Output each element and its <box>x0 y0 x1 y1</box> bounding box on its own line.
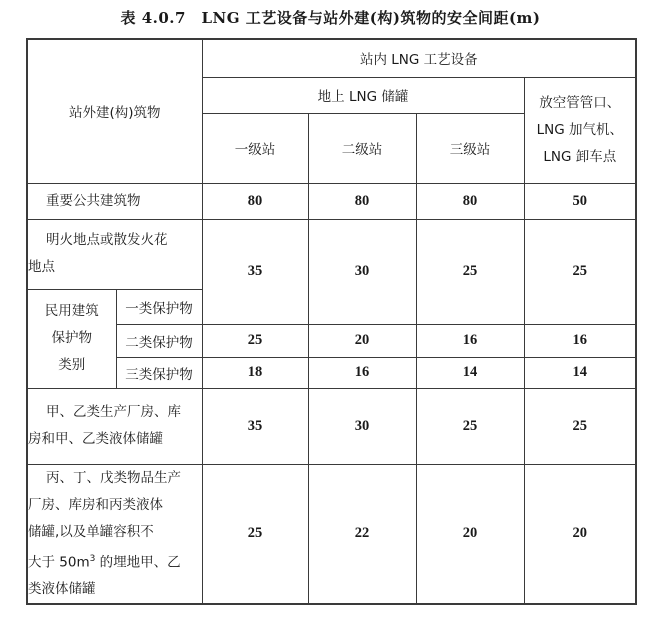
row-label-line: 厂房、库房和丙类液体 <box>28 496 163 513</box>
class-label: 一类保护物 <box>116 289 202 324</box>
value-cell: 80 <box>308 183 416 219</box>
value-cell: 80 <box>416 183 524 219</box>
value-cell: 25 <box>202 324 308 357</box>
row-label-text: 的埋地甲、乙 <box>95 554 181 570</box>
table-row <box>27 357 636 388</box>
civil-category-cell <box>27 289 116 388</box>
row-label-line <box>28 546 194 577</box>
value-cell: 16 <box>524 324 636 357</box>
header-row-1 <box>27 39 636 77</box>
class-label: 三类保护物 <box>116 357 202 388</box>
vent-header-line: LNG 加气机、 <box>536 121 623 138</box>
value-cell: 30 <box>308 388 416 464</box>
value-cell: 16 <box>308 357 416 388</box>
civil-category-line: 类别 <box>58 357 86 373</box>
value-cell: 25 <box>524 219 636 324</box>
value-cell: 80 <box>202 183 308 219</box>
value-cell: 22 <box>308 464 416 604</box>
row-label-text: 大于 50m <box>28 554 90 570</box>
value-cell: 25 <box>202 464 308 604</box>
row-label-line: 明火地点或散发火花 <box>46 232 168 248</box>
group-header-cell: 站内 LNG 工艺设备 <box>202 39 636 77</box>
civil-category-line: 保护物 <box>51 330 92 346</box>
vent-header-line: 放空管管口、 <box>539 94 621 111</box>
value-cell: 20 <box>524 464 636 604</box>
row-label-line: 储罐,以及单罐容积不 <box>28 523 154 540</box>
value-cell: 20 <box>308 324 416 357</box>
vent-header-cell <box>524 77 636 183</box>
table-row <box>27 183 636 219</box>
table-row <box>27 388 636 464</box>
value-cell: 35 <box>202 388 308 464</box>
class-label: 二类保护物 <box>116 324 202 357</box>
row-label-line: 房和甲、乙类液体储罐 <box>28 431 163 447</box>
table-row <box>27 324 636 357</box>
row-label: 重要公共建筑物 <box>27 183 202 219</box>
value-cell: 14 <box>524 357 636 388</box>
row-label <box>27 464 202 604</box>
row-header-cell: 站外建(构)筑物 <box>27 39 202 183</box>
value-cell: 25 <box>416 219 524 324</box>
value-cell: 25 <box>416 388 524 464</box>
value-cell: 18 <box>202 357 308 388</box>
value-cell: 35 <box>202 219 308 324</box>
value-cell: 30 <box>308 219 416 324</box>
row-label <box>27 388 202 464</box>
level2-header-cell: 二级站 <box>308 113 416 183</box>
row-label <box>27 219 202 289</box>
value-cell: 14 <box>416 357 524 388</box>
table-row <box>27 464 636 604</box>
level3-header-cell: 三级站 <box>416 113 524 183</box>
value-cell: 16 <box>416 324 524 357</box>
value-cell: 20 <box>416 464 524 604</box>
value-cell: 25 <box>524 388 636 464</box>
row-label-line: 类液体储罐 <box>28 581 96 597</box>
safety-distance-table <box>26 38 637 605</box>
row-label-sup: 3 <box>89 553 96 564</box>
table-row <box>27 219 636 289</box>
level1-header-cell: 一级站 <box>202 113 308 183</box>
row-label-line: 甲、乙类生产厂房、库 <box>46 404 181 420</box>
value-cell: 50 <box>524 183 636 219</box>
vent-header-line: LNG 卸车点 <box>543 148 617 165</box>
row-label-line: 地点 <box>28 259 55 275</box>
civil-category-line: 民用建筑 <box>44 303 99 319</box>
table-title: 表 4.0.7 LNG 工艺设备与站外建(构)筑物的安全间距(m) <box>120 9 541 27</box>
row-label-line: 丙、丁、戊类物品生产 <box>46 469 181 486</box>
tank-group-header-cell: 地上 LNG 储罐 <box>202 77 524 113</box>
